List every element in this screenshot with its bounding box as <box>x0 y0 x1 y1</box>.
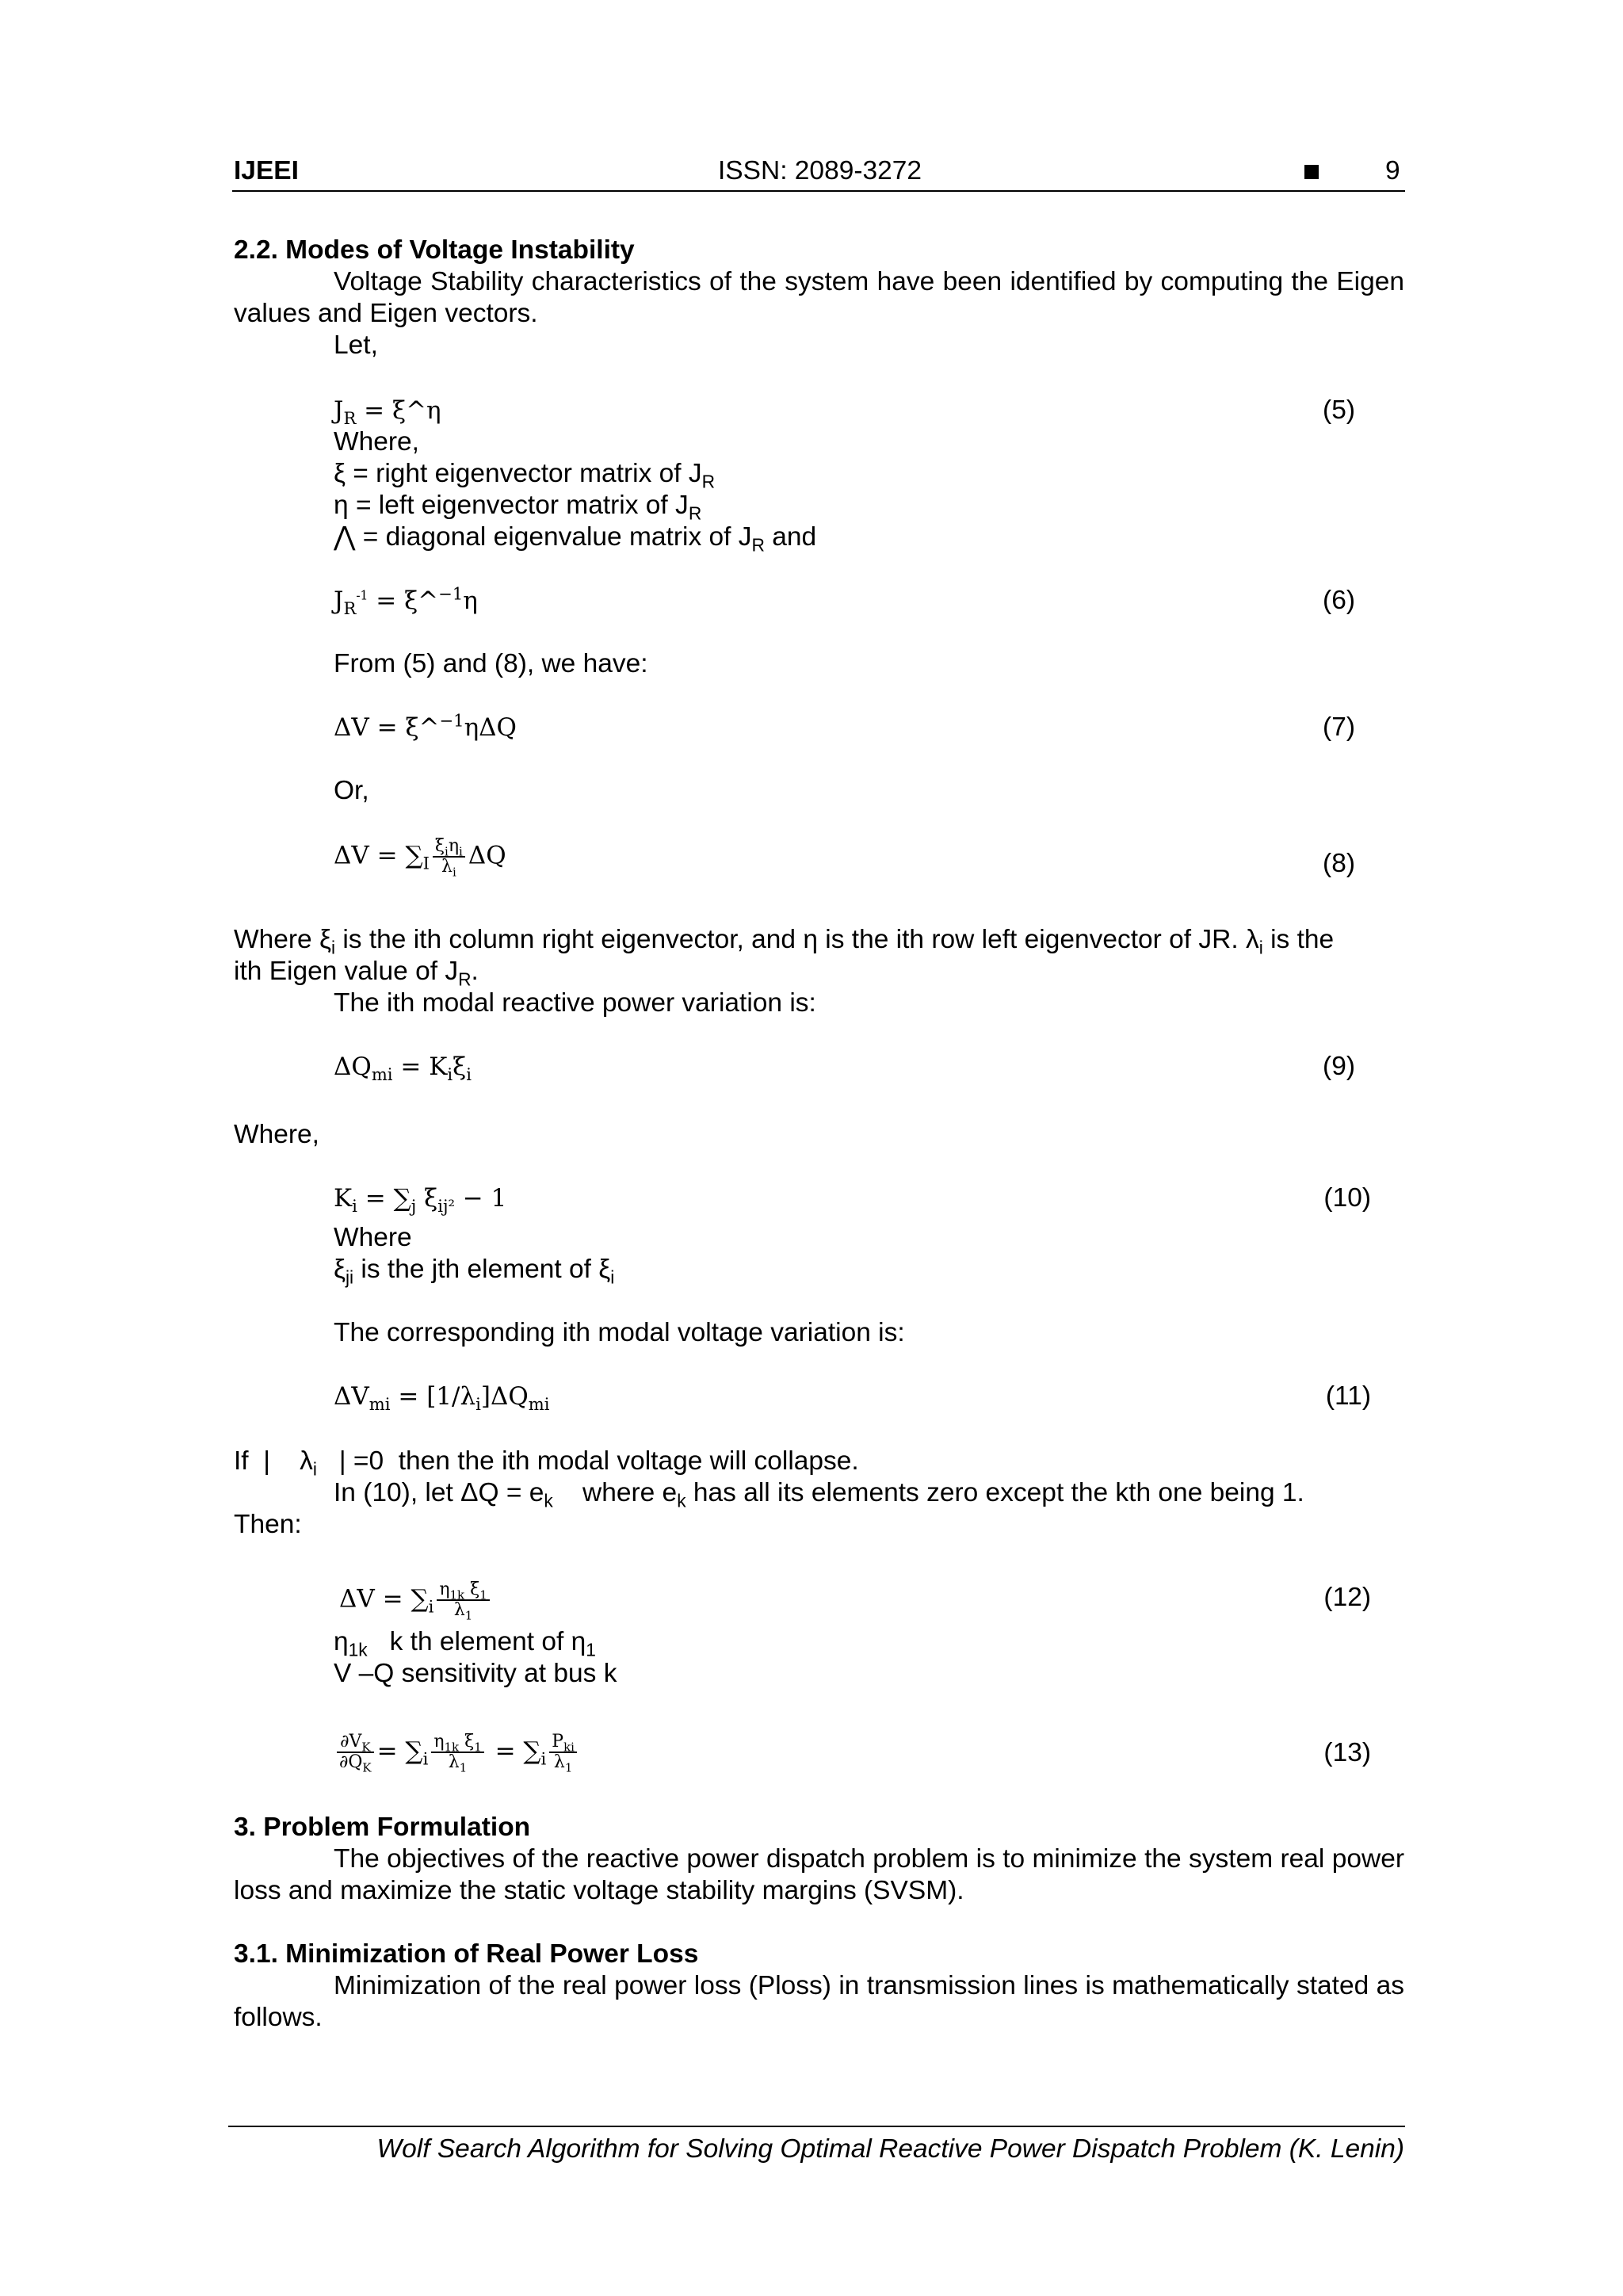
in10-text: In (10), let $\Delta Q = e_k$ where $e_k$ has all its elements zero except the kth one being 1. <box>334 1478 1304 1511</box>
section-2-2-title: 2.2. Modes of Voltage Instability <box>234 235 635 265</box>
equation-7: ΔV = ξ^$^{-1}$ηΔQ <box>334 710 517 742</box>
header-rule <box>232 190 1405 192</box>
from-text: From (5) and (8), we have: <box>334 649 648 678</box>
equation-12-label: (12) <box>1323 1583 1371 1612</box>
equation-6: $J_R^{-1}$ = ξ^$^{-1}$η <box>334 583 478 619</box>
section-3-title: 3. Problem Formulation <box>234 1813 531 1842</box>
footer-rule <box>228 2126 1405 2127</box>
footer-text: Wolf Search Algorithm for Solving Optimal Reactive Power Dispatch Problem (K. Lenin) <box>376 2134 1404 2164</box>
equation-13: $\frac{\partial V_K}{\partial Q_K}$ = $\sum_i$ $\frac{\eta_{1k} \xi_1}{\lambda_1}$ = $\sum_i$ $\frac{P_{ki}}{\lambda_1}$ <box>334 1733 580 1772</box>
equation-10: $K_i = \sum_j$ $\xi_{ij^2} - 1$ <box>334 1184 507 1217</box>
equation-5-label: (5) <box>1323 395 1355 425</box>
eta-definition: η = left eigenvector matrix of $J_R$ <box>334 491 702 524</box>
modal-voltage-text: The corresponding ith modal voltage variation is: <box>334 1318 905 1347</box>
section-3-body: The objectives of the reactive power dispatch problem is to minimize the system real power loss and maximize the static voltage stability margins (SVSM). <box>234 1844 1404 1905</box>
equation-7-label: (7) <box>1323 712 1355 742</box>
modal-reactive-text: The ith modal reactive power variation is: <box>334 988 816 1018</box>
where-label-3: Where <box>334 1223 412 1252</box>
eta1k-definition: $\eta_{1k}$ k th element of $\eta_1$ <box>334 1627 596 1660</box>
then-text: Then: <box>234 1510 302 1539</box>
header-square-icon <box>1304 165 1319 179</box>
collapse-text: If | $\lambda_i$ | =0 then the ith modal voltage will collapse. <box>234 1446 859 1480</box>
journal-name: IJEEI <box>234 156 299 185</box>
page-number: 9 <box>1385 156 1400 185</box>
where-label: Where, <box>334 427 419 457</box>
equation-13-label: (13) <box>1323 1738 1371 1767</box>
equation-6-label: (6) <box>1323 586 1355 615</box>
equation-8-label: (8) <box>1323 849 1355 878</box>
equation-5: $J_R$ = ξ^η <box>334 396 441 429</box>
lambda-definition: ⋀ = diagonal eigenvalue matrix of $J_R$ and <box>334 522 817 556</box>
or-text: Or, <box>334 776 369 805</box>
section-2-2-intro: Voltage Stability characteristics of the system have been identified by computing the Eigen values and Eigen vectors. <box>234 267 1404 328</box>
equation-11-label: (11) <box>1325 1381 1371 1411</box>
equation-11: $\Delta V_{mi} = [1/\lambda_i]\Delta Q_{mi}$ <box>334 1382 550 1415</box>
equation-9-label: (9) <box>1323 1052 1355 1081</box>
section-3-1-title: 3.1. Minimization of Real Power Loss <box>234 1939 699 1969</box>
equation-12: $\Delta V = \sum_i$ $\frac{\eta_{1k} \xi_1}{\lambda_1}$ <box>339 1580 493 1620</box>
equation-9: $\Delta Q_{mi} = K_i\xi_i$ <box>334 1052 472 1085</box>
equation-10-label: (10) <box>1323 1183 1371 1213</box>
vq-sensitivity-text: V –Q sensitivity at bus k <box>334 1659 617 1688</box>
xi-ji-definition: $\xi_{ji}$ is the jth element of $\xi_i$ <box>334 1255 615 1288</box>
where-xi-line1: Where $\xi_i$ is the ith column right eigenvector, and η is the ith row left eigenvector of JR. $\lambda_i$ is the <box>234 925 1335 958</box>
let-text: Let, <box>334 330 378 360</box>
issn: ISSN: 2089-3272 <box>718 156 922 185</box>
where-label-2: Where, <box>234 1120 319 1149</box>
where-xi-line2: ith Eigen value of $J_R$. <box>234 957 479 990</box>
equation-8: $\Delta V = \sum_I$ $\frac{\xi_i\eta_i}{\lambda_i}$ ΔQ <box>334 836 506 880</box>
section-3-1-body: Minimization of the real power loss (Ploss) in transmission lines is mathematically stated as follows. <box>234 1971 1404 2032</box>
xi-definition: ξ = right eigenvector matrix of $J_R$ <box>334 459 716 492</box>
